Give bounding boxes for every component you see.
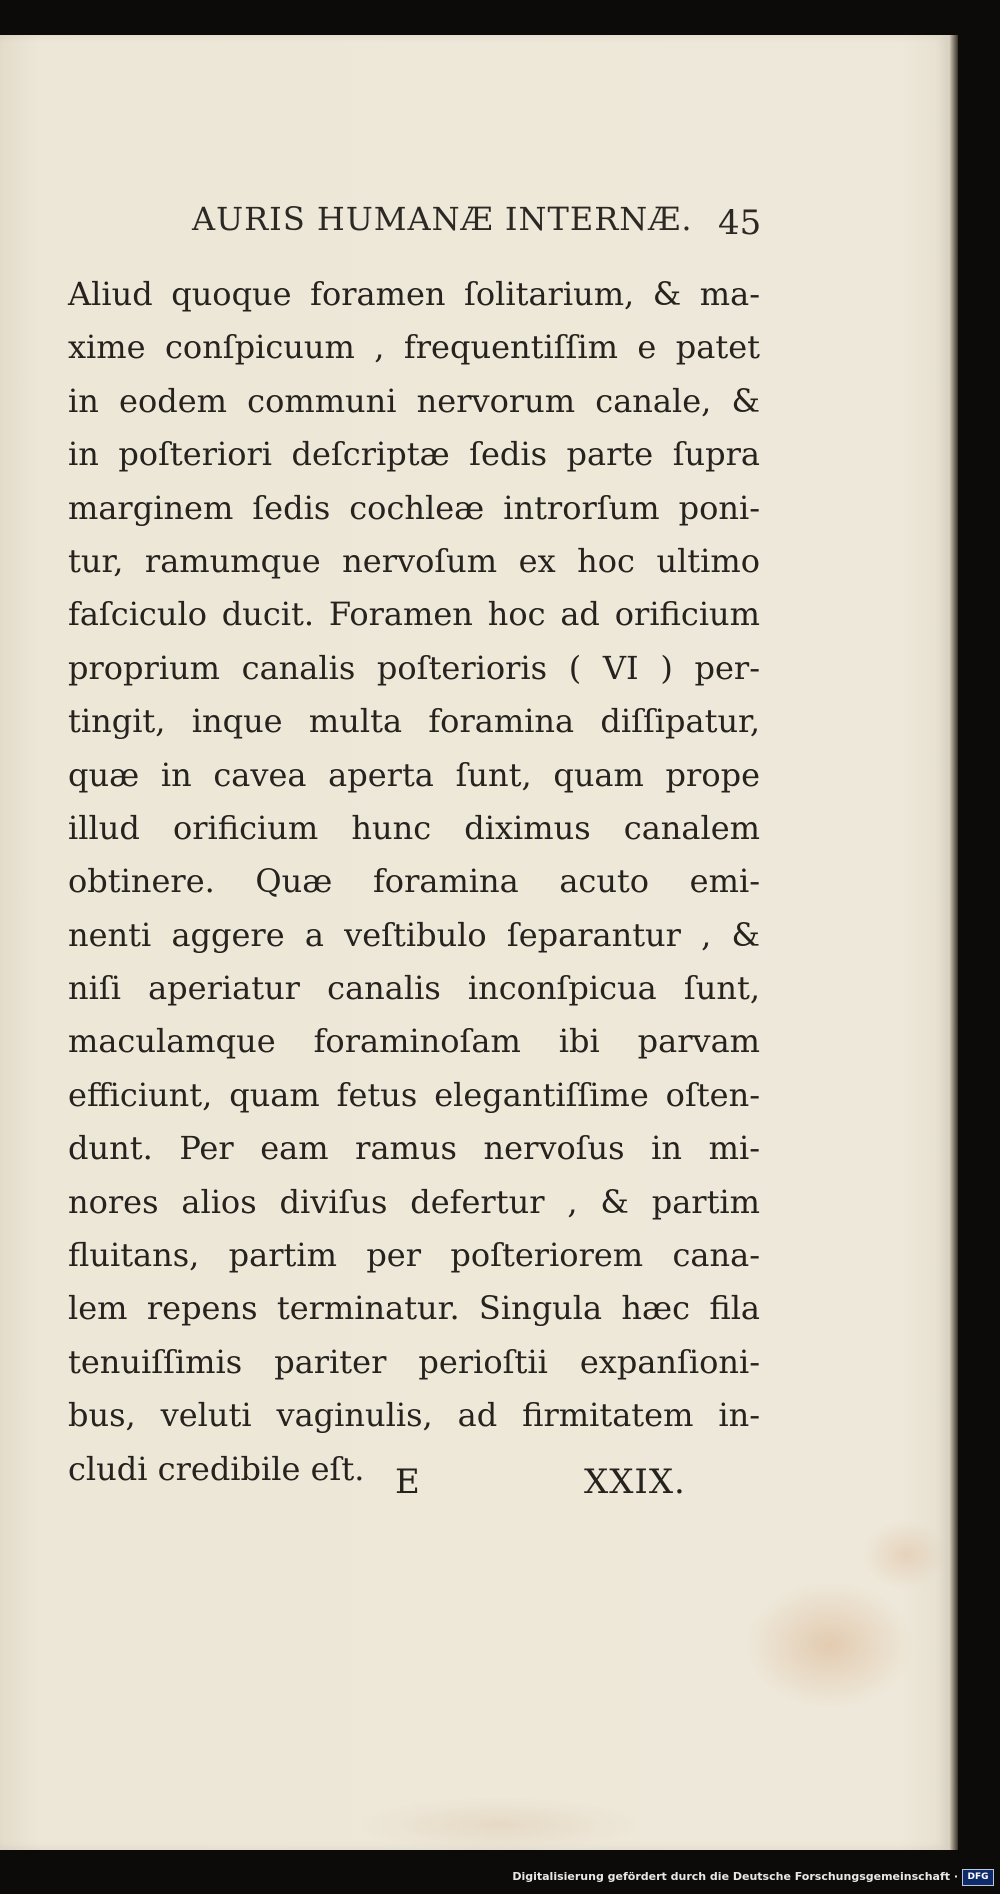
text-line: proprium canalis poſterioris ( VI ) per- — [68, 648, 760, 687]
text-line: in poſteriori deſcriptæ ſedis parte ſupra — [68, 435, 760, 474]
text-line: in eodem communi nervorum canale, & — [68, 381, 760, 420]
funding-credit: Digitalisierung gefördert durch die Deutsche Forschungsgemeinschaft · — [512, 1870, 958, 1883]
page-number: 45 — [718, 203, 762, 243]
text-line: cludi credibile eſt. — [68, 1449, 365, 1488]
text-line: bus, veluti vaginulis, ad firmitatem in- — [68, 1396, 760, 1435]
text-line: efficiunt, quam fetus elegantiſſime oſten- — [68, 1075, 760, 1114]
text-line: nenti aggere a veſtibulo ſeparantur , & — [68, 915, 760, 954]
text-line: maculamque foraminoſam ibi parvam — [68, 1022, 760, 1061]
text-line: illud orificium hunc diximus canalem — [68, 808, 760, 847]
text-line: lem repens terminatur. Singula hæc fila — [68, 1289, 760, 1328]
dfg-logo-icon — [962, 1869, 994, 1886]
text-line: quæ in cavea aperta ſunt, quam prope — [68, 755, 760, 794]
text-line: niſi aperiatur canalis inconſpicua ſunt, — [68, 969, 760, 1008]
text-line: xime conſpicuum , frequentiſſim e patet — [68, 328, 760, 367]
text-line: obtinere. Quæ foramina acuto emi- — [68, 862, 760, 901]
text-line: Aliud quoque foramen ſolitarium, & ma- — [68, 275, 760, 313]
running-head: AURIS HUMANÆ INTERNÆ. — [192, 200, 693, 238]
page-edge — [950, 35, 958, 1850]
text-line: marginem ſedis cochleæ introrſum poni- — [68, 488, 760, 527]
text-line: tenuiſſimis pariter perioſtii expanſioni- — [68, 1342, 760, 1381]
catchword: E — [395, 1462, 420, 1502]
dfg-logo-text: DFG — [967, 1872, 989, 1882]
text-line: tur, ramumque nervoſum ex hoc ultimo — [68, 541, 760, 580]
next-section-number: XXIX. — [584, 1462, 686, 1502]
text-line: faſciculo ducit. Foramen hoc ad orificium — [68, 595, 760, 634]
text-line: dunt. Per eam ramus nervoſus in mi- — [68, 1129, 760, 1168]
body-text — [68, 268, 760, 1496]
text-line: nores alios diviſus defertur , & partim — [68, 1182, 760, 1221]
text-line: tingit, inque multa foramina diſſipatur, — [68, 702, 760, 741]
digitization-footer — [0, 1866, 1000, 1894]
text-line: fluitans, partim per poſteriorem cana- — [68, 1236, 760, 1275]
